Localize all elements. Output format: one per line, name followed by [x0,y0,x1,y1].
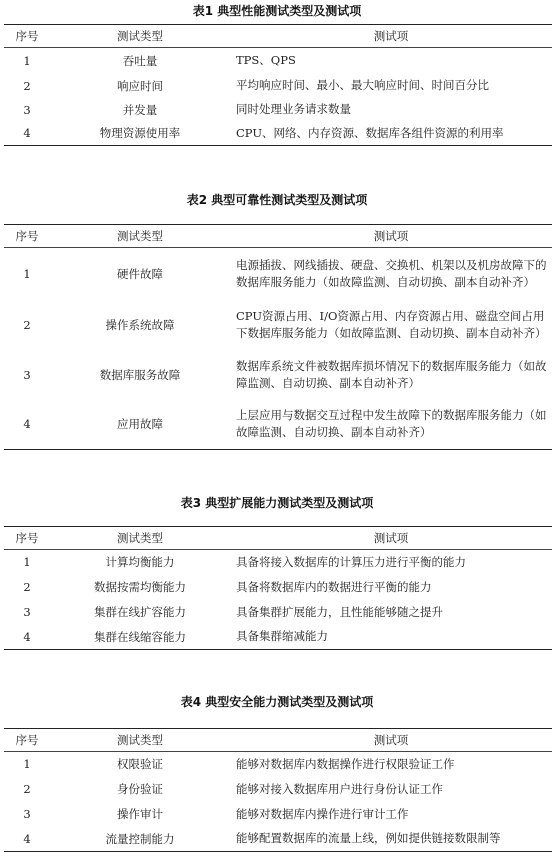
row-index: 2 [23,580,31,594]
table-row [4,98,552,122]
row-test-type: 并发量 [122,102,158,117]
row-test-item: 能够对接入数据库用户进行身份认证工作 [236,781,443,796]
row-test-type: 操作系统故障 [105,317,175,332]
row-index: 1 [23,53,31,68]
row-test-type: 计算均衡能力 [105,555,175,570]
row-test-item: 能够对数据库内操作进行审计工作 [236,806,409,821]
row-test-item: 具备将数据库内的数据进行平衡的能力 [236,579,432,594]
header-test-item: 测试项 [373,229,409,243]
table-grid [4,24,552,146]
row-index: 2 [23,78,31,93]
table-row [4,802,552,827]
row-test-type: 权限验证 [117,757,163,772]
row-test-type: 吞吐量 [122,53,158,68]
table-row [4,777,552,802]
row-index: 1 [23,555,31,570]
table-4 [0,690,554,852]
row-test-type: 集群在线缩容能力 [94,629,186,644]
row-index: 4 [23,126,31,141]
table-grid [4,728,552,852]
row-index: 3 [23,807,31,821]
row-index: 4 [23,417,31,432]
row-index: 1 [23,266,31,281]
table-header-row [4,729,552,752]
table-caption: 表2 典型可靠性测试类型及测试项 [186,193,368,207]
table-row [4,827,552,852]
row-index: 3 [23,102,31,117]
row-test-item: CPU资源占用、I/O资源占用、内存资源占用、磁盘空间占用下数据库服务能力（如故障监测、自动切换、副本自动补齐） [236,308,547,340]
row-test-item: 同时处理业务请求数量 [236,102,351,116]
row-index: 2 [23,782,31,796]
table-row [4,550,552,575]
table-row [4,122,552,146]
row-index: 3 [23,367,31,382]
table-caption: 表3 典型扩展能力测试类型及测试项 [180,496,374,510]
row-test-item: CPU、网络、内存资源、数据库各组件资源的利用率 [236,125,504,140]
table-row [4,248,552,300]
row-test-type: 流量控制能力 [105,831,175,846]
row-test-type: 身份验证 [117,782,163,796]
table-3 [0,490,554,650]
row-test-type: 响应时间 [117,78,163,93]
row-test-type: 数据库服务故障 [99,367,181,382]
row-test-type: 操作审计 [117,807,163,821]
table-row [4,74,552,98]
row-test-item: 数据库系统文件被数据库损坏情况下的数据库服务能力（如故障监测、自动切换、副本自动补齐） [236,358,547,390]
row-test-type: 应用故障 [117,417,163,432]
table-row [4,600,552,625]
row-test-type: 集群在线扩容能力 [94,605,186,619]
header-test-type: 测试类型 [117,531,163,545]
row-index: 1 [23,757,31,772]
table-grid [4,526,552,650]
row-test-item: 上层应用与数据交互过程中发生故障下的数据库服务能力（如故障监测、自动切换、副本自动补齐） [236,408,547,440]
table-row [4,575,552,600]
header-index: 序号 [15,229,39,243]
table-header-row [4,225,552,248]
header-test-item: 测试项 [373,531,409,545]
table-row [4,350,552,400]
header-index: 序号 [15,29,39,43]
row-test-type: 物理资源使用率 [99,126,181,141]
header-index: 序号 [15,531,39,545]
row-test-item: 具备集群扩展能力，且性能能够随之提升 [236,604,443,619]
table-row [4,48,552,74]
header-test-type: 测试类型 [117,29,163,43]
row-index: 2 [23,317,31,332]
row-test-item: 电源插拔、网线插拔、硬盘、交换机、机架以及机房故障下的数据库服务能力（如故障监测、自动切换、副本自动补齐） [236,257,547,289]
table-grid [4,224,552,450]
table-header-row [4,25,552,48]
row-test-item: 具备集群缩减能力 [236,629,328,644]
header-test-item: 测试项 [373,733,409,747]
row-test-type: 数据按需均衡能力 [94,580,186,594]
row-index: 3 [23,605,31,619]
row-test-item: TPS、QPS [236,53,296,68]
table-row [4,400,552,450]
table-caption: 表1 典型性能测试类型及测试项 [192,4,362,18]
table-row [4,625,552,650]
row-test-item: 能够配置数据库的流量上线，例如提供链接数限制等 [236,831,501,846]
row-index: 4 [23,629,31,644]
row-test-item: 具备将接入数据库的计算压力进行平衡的能力 [236,554,466,569]
header-index: 序号 [15,733,39,747]
row-test-item: 能够对数据库内数据操作进行权限验证工作 [236,756,455,771]
table-1 [0,2,554,146]
row-index: 4 [23,831,31,846]
row-test-item: 平均响应时间、最小、最大响应时间、时间百分比 [236,78,489,92]
header-test-type: 测试类型 [117,229,163,243]
table-row [4,752,552,777]
table-2 [0,188,554,450]
header-test-type: 测试类型 [117,733,163,747]
header-test-item: 测试项 [373,29,409,43]
table-header-row [4,527,552,550]
table-row [4,300,552,350]
row-test-type: 硬件故障 [117,266,163,281]
table-caption: 表4 典型安全能力测试类型及测试项 [180,695,374,709]
